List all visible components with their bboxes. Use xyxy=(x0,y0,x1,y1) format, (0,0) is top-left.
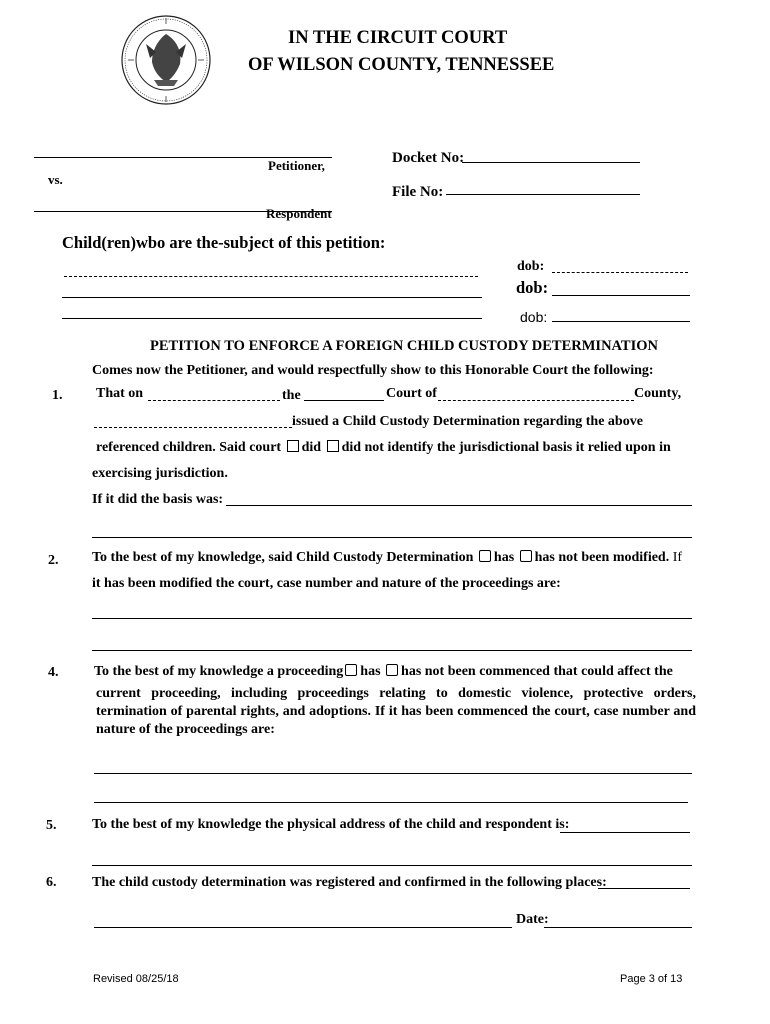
para2-field-2[interactable] xyxy=(92,650,692,651)
para1-basis-line-2[interactable] xyxy=(92,537,692,538)
para4-field-2[interactable] xyxy=(94,802,688,803)
intro-text: Comes now the Petitioner, and would respectfully show to this Honorable Court the following: xyxy=(92,363,654,378)
dob-field-2[interactable] xyxy=(552,295,690,296)
para4-number: 4. xyxy=(48,665,59,680)
para2-field-1[interactable] xyxy=(92,618,692,619)
dob-field-1[interactable] xyxy=(552,272,688,273)
para1-court-of: Court of xyxy=(386,386,437,401)
did-checkbox[interactable] xyxy=(287,440,299,452)
para1-county: County, xyxy=(634,386,682,401)
court-title-line2: OF WILSON COUNTY, TENNESSEE xyxy=(248,55,555,75)
para2-are: are: xyxy=(536,576,561,591)
para1-date-field[interactable] xyxy=(148,400,280,401)
para1-that-on: That on xyxy=(96,386,144,401)
para5-number: 5. xyxy=(46,818,57,833)
para5-address-line-2[interactable] xyxy=(92,865,692,866)
proceeding-has-checkbox[interactable] xyxy=(345,664,357,676)
revised-date: Revised 08/25/18 xyxy=(93,973,179,985)
para4-line1 xyxy=(94,664,673,680)
para2-if: If xyxy=(672,550,683,565)
para6-number: 6. xyxy=(46,875,57,890)
para1-the: the xyxy=(282,388,301,403)
para6-places-field[interactable] xyxy=(598,888,690,889)
vs-label: vs. xyxy=(48,172,63,187)
para1-basis-label: If it did the basis was: xyxy=(92,492,224,507)
para5-text: To the best of my knowledge the physical address of the child and respondent is: xyxy=(92,817,570,832)
para2-text: To the best of my knowledge, said Child Custody Determination xyxy=(92,550,474,565)
did-not-checkbox[interactable] xyxy=(327,440,339,452)
para4-has: has xyxy=(360,664,381,679)
para1-basis-field[interactable] xyxy=(226,505,692,506)
para4-body: current proceeding, including proceedings relating to domestic violence, protective orders, termination of parental rights, and adoptions. If it has been commenced the court, case number and nature of the proceedings are: xyxy=(96,686,696,737)
para1-issuer-field[interactable] xyxy=(94,427,292,428)
para6-places-line-2[interactable] xyxy=(94,927,512,928)
date-label: Date: xyxy=(516,912,549,927)
court-title-line1: IN THE CIRCUIT COURT xyxy=(288,28,508,48)
proceeding-has-not-checkbox[interactable] xyxy=(386,664,398,676)
para4-rest: has not been commenced that could affect the xyxy=(401,664,673,679)
para2-line2-text: it has been modified the court, case number and nature of the proceedings xyxy=(92,576,534,591)
para1-referenced-text: referenced children. Said court xyxy=(96,440,282,455)
page-number: Page 3 of 13 xyxy=(620,973,683,985)
file-label: File No: xyxy=(392,184,444,200)
dob-label-1: dob: xyxy=(517,259,545,274)
petitioner-label: Petitioner, xyxy=(268,158,325,173)
para6-text: The child custody determination was registered and confirmed in the following places: xyxy=(92,875,607,890)
date-field[interactable] xyxy=(544,927,692,928)
para1-court-name-field[interactable] xyxy=(304,400,384,401)
docket-field[interactable] xyxy=(462,162,640,163)
dob-label-3: dob: xyxy=(520,309,548,325)
para2-line1 xyxy=(92,550,682,566)
dob-field-3[interactable] xyxy=(552,321,690,322)
para1-referenced xyxy=(96,440,671,456)
docket-label: Docket No: xyxy=(392,150,465,166)
para5-address-field[interactable] xyxy=(560,832,690,833)
children-heading: Child(ren)wbo are the-subject of this petition: xyxy=(62,233,386,252)
para1-county-field[interactable] xyxy=(438,400,634,401)
para4-text: To the best of my knowledge a proceeding xyxy=(94,664,344,679)
has-checkbox[interactable] xyxy=(479,550,491,562)
para1-did-text: did xyxy=(301,440,322,455)
child-name-line-2[interactable] xyxy=(62,297,482,298)
para2-line2 xyxy=(92,576,561,592)
respondent-label: Respondent xyxy=(266,206,332,221)
para2-not-modified: has not been modified. xyxy=(534,550,670,565)
para1-did-not-text: did not identify the jurisdictional basis it relied upon in xyxy=(341,440,671,455)
child-name-line-1[interactable] xyxy=(64,276,478,277)
file-field[interactable] xyxy=(446,194,640,195)
para2-number: 2. xyxy=(48,553,59,568)
petition-title: PETITION TO ENFORCE A FOREIGN CHILD CUSTODY DETERMINATION xyxy=(150,338,658,354)
para1-exercising: exercising jurisdiction. xyxy=(92,466,228,481)
para2-has: has xyxy=(493,550,515,565)
para4-field-1[interactable] xyxy=(94,773,692,774)
para1-issued: issued a Child Custody Determination regarding the above xyxy=(292,414,643,429)
has-not-checkbox[interactable] xyxy=(520,550,532,562)
county-seal-logo xyxy=(120,14,212,106)
dob-label-2: dob: xyxy=(516,278,549,297)
para1-number: 1. xyxy=(52,388,63,403)
child-name-line-3[interactable] xyxy=(62,318,482,319)
